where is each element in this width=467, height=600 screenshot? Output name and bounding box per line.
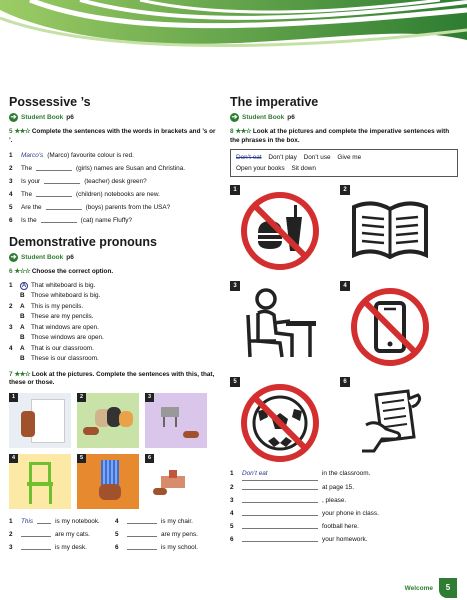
option-row[interactable]: B Those windows are open. — [20, 334, 104, 342]
answer-blank[interactable] — [242, 481, 318, 490]
list-item: 2 The (girls) names are Susan and Christina. — [9, 162, 217, 175]
answer-blank[interactable] — [127, 515, 157, 524]
answer-blank[interactable] — [21, 528, 51, 537]
list-item: 1 Don’t eat in the classroom. — [230, 467, 458, 481]
picture-no-football: 5 — [230, 377, 335, 465]
student-book-ref: ➔ Student Book p6 — [10, 254, 74, 262]
answer-blank[interactable] — [242, 507, 318, 516]
picture-no-phone: 4 — [340, 281, 445, 369]
word-option: Give me — [337, 154, 362, 162]
student-book-ref: ➔ Student Book p6 — [231, 114, 295, 121]
word-box — [230, 149, 458, 177]
difficulty-stars: ★★☆ — [235, 128, 252, 135]
exercise-6-instruction: 6 ★☆☆ Choose the correct option. — [9, 268, 114, 276]
picture-cats: 2 — [77, 393, 139, 448]
student-book-ref: ➔ Student Book p6 — [10, 114, 74, 121]
possessive-title: Possessive ’s — [9, 95, 91, 109]
answer-blank[interactable] — [242, 533, 318, 542]
right-column — [230, 95, 458, 546]
arrow-icon: ➔ — [231, 114, 238, 121]
page-number: 5 — [439, 578, 457, 598]
left-column — [9, 95, 217, 554]
exercise-5-list — [9, 149, 217, 227]
exercise-8-list — [230, 467, 458, 546]
list-item: 2 at page 15. — [230, 481, 458, 494]
picture-school: 6 — [145, 454, 207, 509]
option-row[interactable]: B Those whiteboard is big. — [20, 292, 101, 300]
picture-open-book: 2 — [340, 185, 445, 273]
answer-blank[interactable] — [37, 515, 51, 524]
difficulty-stars: ★☆☆ — [14, 268, 31, 276]
answer-blank[interactable] — [127, 528, 157, 537]
picture-give-homework: 6 — [340, 377, 445, 465]
list-item: 3 Is your (teacher) desk green? — [9, 175, 217, 188]
exercise-7-pictures — [9, 393, 217, 509]
exercise-8-instruction: 8 ★★☆ Look at the pictures and complete the imperative sentences with the phrases in the box. — [230, 128, 450, 144]
option-row[interactable]: 3 A That windows are open. — [9, 323, 99, 331]
picture-no-eating: 1 — [230, 185, 335, 273]
list-item: 5 Are the (boys) parents from the USA? — [9, 201, 217, 214]
word-option: Open your books — [236, 165, 285, 173]
word-option: Don’t eat — [236, 154, 262, 162]
word-option: Sit down — [291, 165, 316, 173]
exercise-7-list — [9, 515, 217, 554]
list-item: 5 football here. — [230, 520, 458, 533]
exercise-6-list — [9, 281, 217, 365]
arrow-icon: ➔ — [10, 254, 17, 262]
list-item: 4 The (children) notebooks are new. — [9, 188, 217, 201]
option-row[interactable]: B These is our classroom. — [20, 355, 99, 363]
exercise-8-pictures — [230, 185, 458, 465]
list-item: 1 This is my notebook. — [9, 515, 109, 528]
list-item: 6 your homework. — [230, 533, 458, 546]
option-row[interactable]: 1 A That whiteboard is big. — [9, 281, 96, 289]
list-item: 3 , please. — [230, 494, 458, 507]
word-option: Don’t play — [268, 154, 297, 162]
list-item: 2 are my cats. — [9, 528, 109, 541]
list-item: 4 your phone in class. — [230, 507, 458, 520]
arrow-icon: ➔ — [10, 114, 17, 121]
picture-desk: 3 — [145, 393, 207, 448]
answer-blank[interactable] — [36, 188, 72, 197]
answer-blank[interactable] — [44, 175, 80, 184]
list-item: 1 Marco’s (Marco) favourite colour is red. — [9, 152, 134, 160]
answer-blank[interactable] — [41, 214, 77, 223]
picture-notebook: 1 — [9, 393, 71, 448]
answer-blank[interactable] — [21, 541, 51, 550]
selected-circle: A — [21, 282, 27, 289]
difficulty-stars: ★★☆ — [14, 128, 31, 135]
list-item: 3 is my desk. — [9, 541, 109, 554]
answer-blank[interactable] — [127, 541, 157, 550]
answer-blank[interactable] — [242, 494, 318, 503]
book-icon — [346, 189, 434, 273]
exercise-5-instruction: 5 ★★☆ Complete the sentences with the words in brackets and ’s or ’. — [9, 128, 216, 144]
answer-blank[interactable] — [242, 520, 318, 529]
answer-blank[interactable] — [36, 162, 72, 171]
option-row[interactable]: 4 A That is our classroom. — [9, 344, 94, 352]
difficulty-stars: ★★☆ — [14, 370, 31, 378]
imperative-title: The imperative — [230, 95, 319, 109]
no-phone-icon — [346, 285, 434, 369]
list-item: 6 Is the (cat) name Fluffy? — [9, 214, 217, 227]
option-row[interactable]: B These are my pencils. — [20, 313, 94, 321]
picture-chair: 4 — [9, 454, 71, 509]
answer-blank[interactable] — [46, 201, 82, 210]
header-banner — [0, 0, 467, 78]
picture-pens: 5 — [77, 454, 139, 509]
word-option: Don’t use — [303, 154, 331, 162]
hand-paper-icon — [346, 381, 434, 465]
demonstrative-title: Demonstrative pronouns — [9, 235, 157, 250]
green-stripes-graphic — [0, 0, 467, 78]
list-item: 6 is my school. — [115, 541, 215, 554]
page-footer — [405, 578, 457, 598]
list-item: 5 are my pens. — [115, 528, 215, 541]
picture-sit-down: 3 — [230, 281, 335, 369]
option-row[interactable]: 2 A This is my pencils. — [9, 302, 84, 310]
list-item: 4 is my chair. — [115, 515, 215, 528]
exercise-7-instruction: 7 ★★☆ Look at the pictures. Complete the sentences with this, that, these or those. — [9, 370, 215, 387]
sitting-person-icon — [236, 285, 324, 369]
no-football-icon — [236, 381, 324, 465]
no-food-icon — [236, 189, 324, 273]
section-label: Welcome — [404, 584, 433, 592]
